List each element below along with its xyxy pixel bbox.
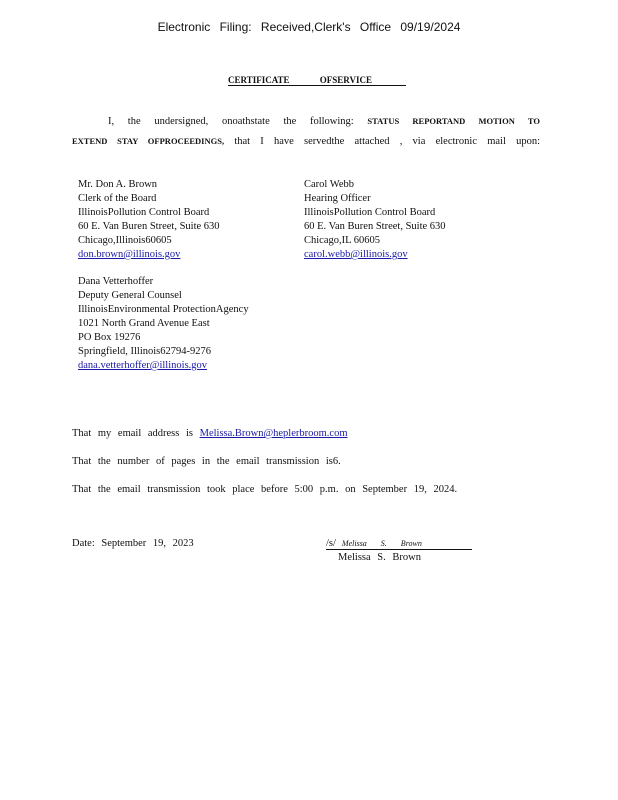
statement-time: That the email transmission took place before 5:00 p.m. on September 19, 2024. <box>72 484 458 495</box>
recipient-line: 1021 North Grand Avenue East <box>78 318 210 329</box>
intro-caps: STATUS REPORTAND MOTION TO <box>367 116 540 126</box>
recipient-line: Dana Vetterhoffer <box>78 276 154 287</box>
recipient-line: Springfield, Illinois62794-9276 <box>78 346 211 357</box>
filing-header: Electronic Filing: Received,Clerk's Office 09/19/2024 <box>157 20 461 34</box>
document-date: Date: September 19, 2023 <box>72 538 194 549</box>
statement-email <box>72 428 368 439</box>
statement-pages: That the number of pages in the email transmission is6. <box>72 456 341 467</box>
recipient-email-link[interactable]: dana.vetterhoffer@illinois.gov <box>78 360 208 371</box>
intro-caps-2: EXTEND STAY OFPROCEEDINGS, <box>72 136 225 146</box>
signer-name: Melissa S. Brown <box>338 552 421 563</box>
intro-text: I, the undersigned, onoathstate the following: <box>108 116 354 127</box>
recipient-line: IllinoisPollution Control Board <box>304 207 436 218</box>
recipient-line: IllinoisEnvironmental ProtectionAgency <box>78 304 249 315</box>
signature-line <box>326 538 472 550</box>
recipient-line: Chicago,Illinois60605 <box>78 235 172 246</box>
recipient-email-link[interactable]: carol.webb@illinois.gov <box>304 249 408 260</box>
signature-script: Melissa S. Brown <box>341 539 422 548</box>
intro-line-1 <box>72 116 540 127</box>
recipient-block <box>78 178 220 262</box>
signature-prefix: /s/ <box>326 538 336 549</box>
recipient-line: Deputy General Counsel <box>78 290 182 301</box>
document-title: CERTIFICATE OFSERVICE <box>228 75 406 86</box>
recipient-line: IllinoisPollution Control Board <box>78 207 210 218</box>
recipient-line: PO Box 19276 <box>78 332 141 343</box>
recipient-line: 60 E. Van Buren Street, Suite 630 <box>78 221 220 232</box>
sender-email-link[interactable]: Melissa.Brown@heplerbroom.com <box>199 428 348 439</box>
recipient-block <box>78 275 249 373</box>
intro-text-2: that I have servedthe attached , via electronic mail upon: <box>234 136 540 147</box>
recipient-line: 60 E. Van Buren Street, Suite 630 <box>304 221 446 232</box>
recipient-line: Carol Webb <box>304 179 354 190</box>
recipient-block <box>304 178 446 262</box>
recipient-line: Mr. Don A. Brown <box>78 179 158 190</box>
recipient-email-link[interactable]: don.brown@illinois.gov <box>78 249 181 260</box>
recipient-line: Clerk of the Board <box>78 193 157 204</box>
recipient-line: Hearing Officer <box>304 193 371 204</box>
recipient-line: Chicago,IL 60605 <box>304 235 381 246</box>
statement-email-prefix: That my email address is <box>72 428 193 439</box>
intro-line-2 <box>72 136 540 147</box>
